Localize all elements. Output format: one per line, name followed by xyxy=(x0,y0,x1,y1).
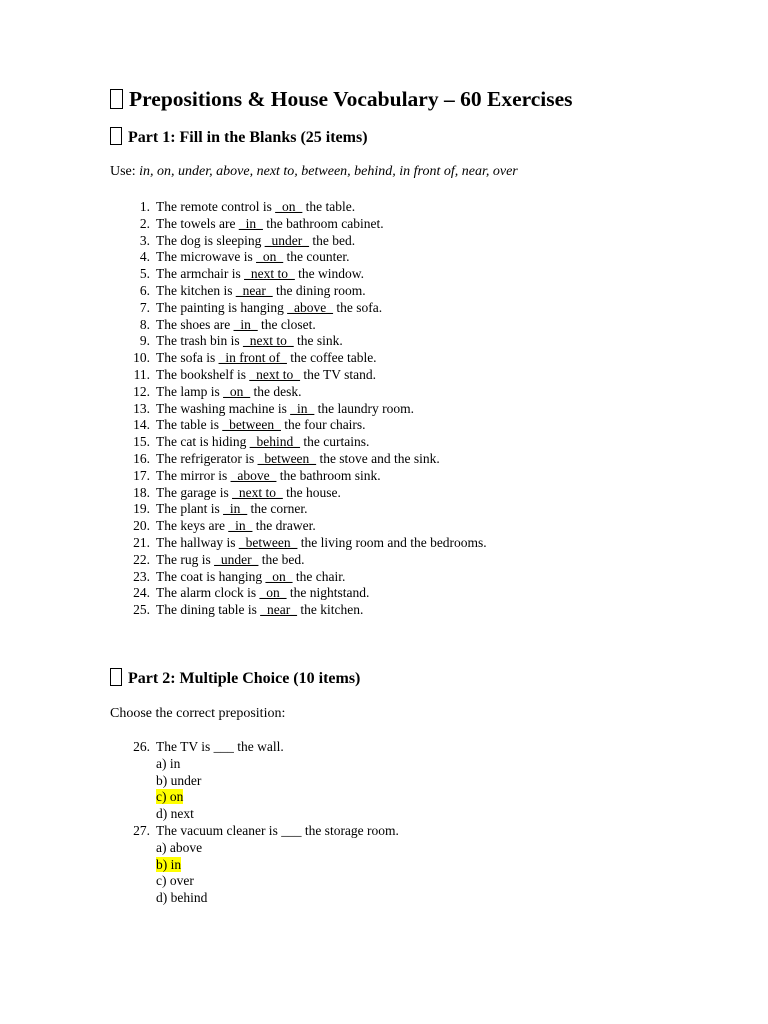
item-text-before: The armchair is xyxy=(156,266,245,282)
part1-heading-text: Part 1: Fill in the Blanks (25 items) xyxy=(128,129,368,146)
answer-blank: _on_ xyxy=(256,249,284,265)
item-text-after: the sink. xyxy=(293,333,343,349)
item-number: 1. xyxy=(139,199,150,214)
list-item xyxy=(110,468,487,485)
list-item xyxy=(110,485,487,502)
fill-in-blank-list xyxy=(110,199,487,619)
item-number: 21. xyxy=(133,534,150,550)
question-item xyxy=(110,823,399,840)
item-text-after: the coffee table. xyxy=(286,350,377,366)
item-text-after: the bed. xyxy=(308,232,356,248)
part1-word-bank xyxy=(110,162,518,182)
page-title xyxy=(110,84,573,114)
item-number: 19. xyxy=(133,501,150,517)
list-item xyxy=(110,283,487,300)
item-text-after: the curtains. xyxy=(299,434,370,450)
list-item xyxy=(110,300,487,317)
item-text-before: The plant is xyxy=(156,501,224,517)
item-number: 2. xyxy=(139,215,150,231)
answer-blank: _under_ xyxy=(214,551,259,567)
list-item xyxy=(110,451,487,468)
item-number: 3. xyxy=(139,232,150,248)
answer-blank: _above_ xyxy=(230,467,277,483)
list-item xyxy=(110,602,487,619)
item-text-after: the window. xyxy=(294,266,364,282)
list-item xyxy=(110,569,487,586)
answer-option xyxy=(110,873,399,890)
multiple-choice-list xyxy=(110,739,399,907)
list-item xyxy=(110,233,487,250)
list-item xyxy=(110,434,487,451)
item-text-after: the four chairs. xyxy=(280,417,366,433)
item-text-after: the nightstand. xyxy=(286,585,370,601)
item-text-after: the closet. xyxy=(257,316,316,332)
list-item xyxy=(110,216,487,233)
item-text-before: The sofa is xyxy=(156,350,219,366)
list-item xyxy=(110,266,487,283)
answer-option xyxy=(110,840,399,857)
item-number: 8. xyxy=(139,316,150,332)
list-item xyxy=(110,585,487,602)
item-number: 17. xyxy=(133,467,150,483)
list-item xyxy=(110,401,487,418)
word-bank-label: Use: xyxy=(110,164,136,179)
answer-blank: _on_ xyxy=(275,199,303,214)
item-text-after: the counter. xyxy=(283,249,350,265)
item-text-before: The table is xyxy=(156,417,223,433)
question-number: 27. xyxy=(133,822,150,838)
question-text: The TV is ___ the wall. xyxy=(156,739,284,754)
answer-blank: _next to_ xyxy=(244,266,295,282)
list-item xyxy=(110,501,487,518)
page-title-text: Prepositions & House Vocabulary – 60 Exercises xyxy=(129,87,573,111)
answer-blank: _in front of_ xyxy=(218,350,287,366)
item-text-before: The dog is sleeping xyxy=(156,232,265,248)
option-text: c) over xyxy=(156,873,194,889)
item-number: 15. xyxy=(133,434,150,450)
answer-option xyxy=(110,773,399,790)
item-number: 6. xyxy=(139,282,150,298)
item-number: 7. xyxy=(139,299,150,315)
answer-blank: _between_ xyxy=(257,450,317,466)
item-number: 18. xyxy=(133,484,150,500)
part2-heading-text: Part 2: Multiple Choice (10 items) xyxy=(128,670,361,687)
part2-instruction: Choose the correct preposition: xyxy=(110,706,286,721)
item-number: 23. xyxy=(133,568,150,584)
item-text-after: the desk. xyxy=(250,383,302,399)
answer-blank: _next to_ xyxy=(249,366,300,382)
part1-heading xyxy=(110,127,368,149)
item-text-after: the living room and the bedrooms. xyxy=(297,534,487,550)
option-text: d) next xyxy=(156,806,194,822)
item-number: 16. xyxy=(133,450,150,466)
list-item xyxy=(110,384,487,401)
item-text-after: the stove and the sink. xyxy=(316,450,440,466)
item-text-before: The keys are xyxy=(156,518,229,534)
item-text-before: The kitchen is xyxy=(156,282,236,298)
item-text-after: the dining room. xyxy=(272,282,366,298)
list-item xyxy=(110,199,487,216)
answer-blank: _next to_ xyxy=(243,333,294,349)
item-text-after: the table. xyxy=(302,199,356,214)
question-number: 26. xyxy=(133,739,150,754)
item-text-after: the bed. xyxy=(258,551,305,567)
missing-glyph-icon xyxy=(110,89,123,109)
answer-blank: _under_ xyxy=(264,232,309,248)
item-text-before: The shoes are xyxy=(156,316,234,332)
list-item xyxy=(110,317,487,334)
item-text-after: the house. xyxy=(282,484,341,500)
item-text-before: The washing machine is xyxy=(156,400,291,416)
answer-blank: _in_ xyxy=(228,518,253,534)
answer-blank: _near_ xyxy=(260,602,297,618)
highlighted-answer: c) on xyxy=(156,789,184,805)
answer-blank: _near_ xyxy=(235,282,273,298)
list-item xyxy=(110,350,487,367)
answer-blank: _in_ xyxy=(233,316,258,332)
item-text-after: the chair. xyxy=(292,568,346,584)
option-text: b) under xyxy=(156,772,202,788)
item-number: 4. xyxy=(139,249,150,265)
answer-blank: _in_ xyxy=(290,400,315,416)
item-number: 12. xyxy=(133,383,150,399)
answer-option xyxy=(110,890,399,907)
item-text-before: The lamp is xyxy=(156,383,224,399)
question-text: The vacuum cleaner is ___ the storage room. xyxy=(156,822,399,838)
answer-blank: _behind_ xyxy=(249,434,300,450)
answer-blank: _on_ xyxy=(223,383,251,399)
item-text-after: the kitchen. xyxy=(296,602,364,618)
item-text-before: The mirror is xyxy=(156,467,231,483)
item-text-after: the sofa. xyxy=(332,299,383,315)
item-number: 9. xyxy=(139,333,150,349)
list-item xyxy=(110,417,487,434)
list-item xyxy=(110,518,487,535)
list-item xyxy=(110,367,487,384)
item-number: 24. xyxy=(133,585,150,601)
answer-blank: _on_ xyxy=(265,568,293,584)
item-text-before: The garage is xyxy=(156,484,233,500)
answer-option xyxy=(110,789,399,806)
item-text-before: The hallway is xyxy=(156,534,239,550)
answer-blank: _above_ xyxy=(287,299,333,315)
answer-option xyxy=(110,756,399,773)
option-text: a) in xyxy=(156,755,181,771)
item-text-before: The refrigerator is xyxy=(156,450,258,466)
item-number: 14. xyxy=(133,417,150,433)
answer-option xyxy=(110,857,399,874)
item-text-after: the bathroom cabinet. xyxy=(262,215,384,231)
item-text-before: The rug is xyxy=(156,551,215,567)
answer-blank: _next to_ xyxy=(232,484,283,500)
item-text-before: The trash bin is xyxy=(156,333,243,349)
item-text-before: The microwave is xyxy=(156,249,257,265)
list-item xyxy=(110,552,487,569)
item-text-after: the TV stand. xyxy=(300,366,376,382)
item-text-before: The cat is hiding xyxy=(156,434,250,450)
item-text-after: the drawer. xyxy=(252,518,316,534)
item-text-after: the bathroom sink. xyxy=(276,467,381,483)
answer-blank: _in_ xyxy=(238,215,263,231)
part2-heading xyxy=(110,668,360,690)
item-number: 22. xyxy=(133,551,150,567)
answer-option xyxy=(110,806,399,823)
item-text-before: The alarm clock is xyxy=(156,585,260,601)
answer-blank: _between_ xyxy=(238,534,298,550)
highlighted-answer: b) in xyxy=(156,856,182,872)
answer-blank: _in_ xyxy=(223,501,248,517)
item-text-before: The coat is hanging xyxy=(156,568,266,584)
item-text-before: The painting is hanging xyxy=(156,299,288,315)
question-item xyxy=(110,739,399,756)
item-number: 25. xyxy=(133,602,150,618)
list-item xyxy=(110,535,487,552)
item-number: 5. xyxy=(139,266,150,282)
answer-blank: _on_ xyxy=(259,585,287,601)
list-item xyxy=(110,249,487,266)
option-text: d) behind xyxy=(156,890,208,906)
item-text-after: the corner. xyxy=(247,501,308,517)
option-text: a) above xyxy=(156,839,203,855)
list-item xyxy=(110,333,487,350)
item-text-before: The towels are xyxy=(156,215,239,231)
item-number: 20. xyxy=(133,518,150,534)
item-number: 11. xyxy=(133,366,150,382)
item-number: 13. xyxy=(133,400,150,416)
item-text-after: the laundry room. xyxy=(314,400,414,416)
item-text-before: The dining table is xyxy=(156,602,261,618)
missing-glyph-icon xyxy=(110,668,122,686)
answer-blank: _between_ xyxy=(222,417,281,433)
missing-glyph-icon xyxy=(110,127,122,145)
item-text-before: The bookshelf is xyxy=(156,366,250,382)
item-text-before: The remote control is xyxy=(156,199,276,214)
item-number: 10. xyxy=(133,350,150,366)
word-bank-words: in, on, under, above, next to, between, behind, in front of, near, over xyxy=(139,164,518,179)
